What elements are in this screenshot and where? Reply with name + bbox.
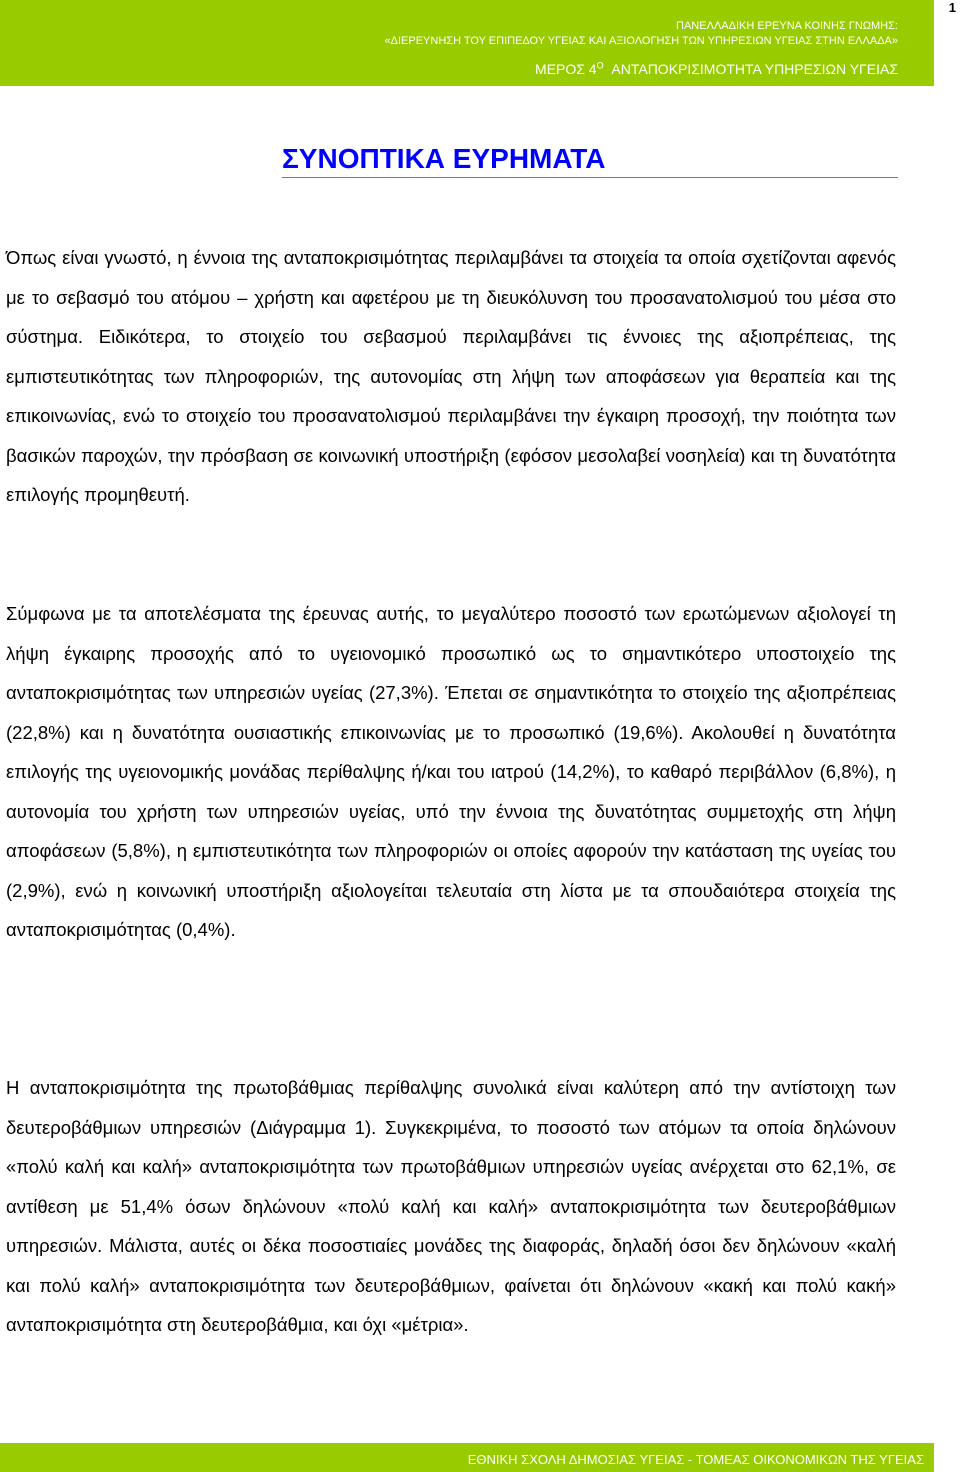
header-bar xyxy=(0,0,934,86)
page-number: 1 xyxy=(948,0,956,15)
paragraph-primary-vs-secondary: Η ανταποκρισιμότητα της πρωτοβάθμιας περίθαλψης συνολικά είναι καλύτερη από την αντίστοιχη των δευτεροβάθμιων υπηρεσιών (Διάγραμμα 1). Συγκεκριμένα, το ποσοστό των ατόμων τα οποία δηλώνουν «πολύ καλή και καλή» ανταποκρισιμότητα των πρωτοβάθμιων υπηρεσιών υγείας ανέρχεται στο 62,1%, σε αντίθεση με 51,4% όσων δηλώνουν «πολύ καλή και καλή» ανταποκρισιμότητα των δευτεροβάθμιων υπηρεσιών. Μάλιστα, αυτές οι δέκα ποσοστιαίες μονάδες της διαφοράς, δηλαδή όσοι δεν δηλώνουν «καλή και πολύ καλή» ανταποκρισιμότητα των δευτεροβάθμιων, φαίνεται ότι δηλώνουν «κακή και πολύ κακή» ανταποκρισιμότητα στη δευτεροβάθμια, και όχι «μέτρια». xyxy=(6,1077,896,1335)
header-section-title: ΑΝΤΑΠΟΚΡΙΣΙΜΟΤΗΤΑ ΥΠΗΡΕΣΙΩΝ ΥΓΕΙΑΣ xyxy=(611,61,898,77)
header-survey-title: ΠΑΝΕΛΛΑΔΙΚΗ ΕΡΕΥΝΑ ΚΟΙΝΗΣ ΓΝΩΜΗΣ: xyxy=(676,20,898,32)
footer-institution: ΕΘΝΙΚΗ ΣΧΟΛΗ ΔΗΜΟΣΙΑΣ ΥΓΕΙΑΣ - ΤΟΜΕΑΣ ΟΙΚΟΝΟΜΙΚΩΝ ΤΗΣ ΥΓΕΙΑΣ xyxy=(467,1452,924,1467)
paragraph-responsiveness-definition: Όπως είναι γνωστό, η έννοια της ανταποκρισιμότητας περιλαμβάνει τα στοιχεία τα οποία σχετίζονται αφενός με το σεβασμό του ατόμου – χρήστη και αφετέρου με τη διευκόλυνση του προσανατολισμού του μέσα στο σύστημα. Ειδικότερα, το στοιχείο του σεβασμού περιλαμβάνει τις έννοιες της αξιοπρέπειας, της εμπιστευτικότητας των πληροφοριών, της αυτονομίας στη λήψη των αποφάσεων για θεραπεία και της επικοινωνίας, ενώ το στοιχείο του προσανατολισμού περιλαμβάνει την έγκαιρη προσοχή, την ποιότητα των βασικών παροχών, την πρόσβαση σε κοινωνική υποστήριξη (εφόσον μεσολαβεί νοσηλεία) και τη δυνατότητα επιλογής προμηθευτή. xyxy=(6,247,896,505)
header-section-sup: Ο xyxy=(596,60,604,71)
title-underline xyxy=(282,177,898,178)
header-survey-subtitle: «ΔΙΕΡΕΥΝΗΣΗ ΤΟΥ ΕΠΙΠΕΔΟΥ ΥΓΕΙΑΣ ΚΑΙ ΑΞΙΟΛΟΓΗΣΗ ΤΩΝ ΥΠΗΡΕΣΙΩΝ ΥΓΕΙΑΣ ΣΤΗΝ ΕΛΛΑΔΑ» xyxy=(384,35,898,47)
header-section-prefix: ΜΕΡΟΣ 4 xyxy=(535,61,597,77)
page-title: ΣΥΝΟΠΤΙΚΑ ΕΥΡΗΜΑΤΑ xyxy=(282,143,606,174)
header-section-label xyxy=(535,61,898,77)
paragraph-survey-results: Σύμφωνα με τα αποτελέσματα της έρευνας αυτής, το μεγαλύτερο ποσοστό των ερωτώμενων αξιολογεί τη λήψη έγκαιρης προσοχής από το υγειονομικό προσωπικό ως το σημαντικότερο υποστοιχείο της ανταποκρισιμότητας των υπηρεσιών υγείας (27,3%). Έπεται σε σημαντικότητα το στοιχείο της αξιοπρέπειας (22,8%) και η δυνατότητα ουσιαστικής επικοινωνίας με το προσωπικό (19,6%). Ακολουθεί η δυνατότητα επιλογής της υγειονομικής μονάδας περίθαλψης ή/και του ιατρού (14,2%), το καθαρό περιβάλλον (6,8%), η αυτονομία του χρήστη των υπηρεσιών υγείας, υπό την έννοια της δυνατότητας συμμετοχής στη λήψη αποφάσεων (5,8%), η εμπιστευτικότητα των πληροφοριών οι οποίες αφορούν την κατάσταση της υγείας του (2,9%), ενώ η κοινωνική υποστήριξη αξιολογείται τελευταία στη λίστα με τα σπουδαιότερα στοιχεία της ανταποκρισιμότητας (0,4%). xyxy=(6,603,896,940)
